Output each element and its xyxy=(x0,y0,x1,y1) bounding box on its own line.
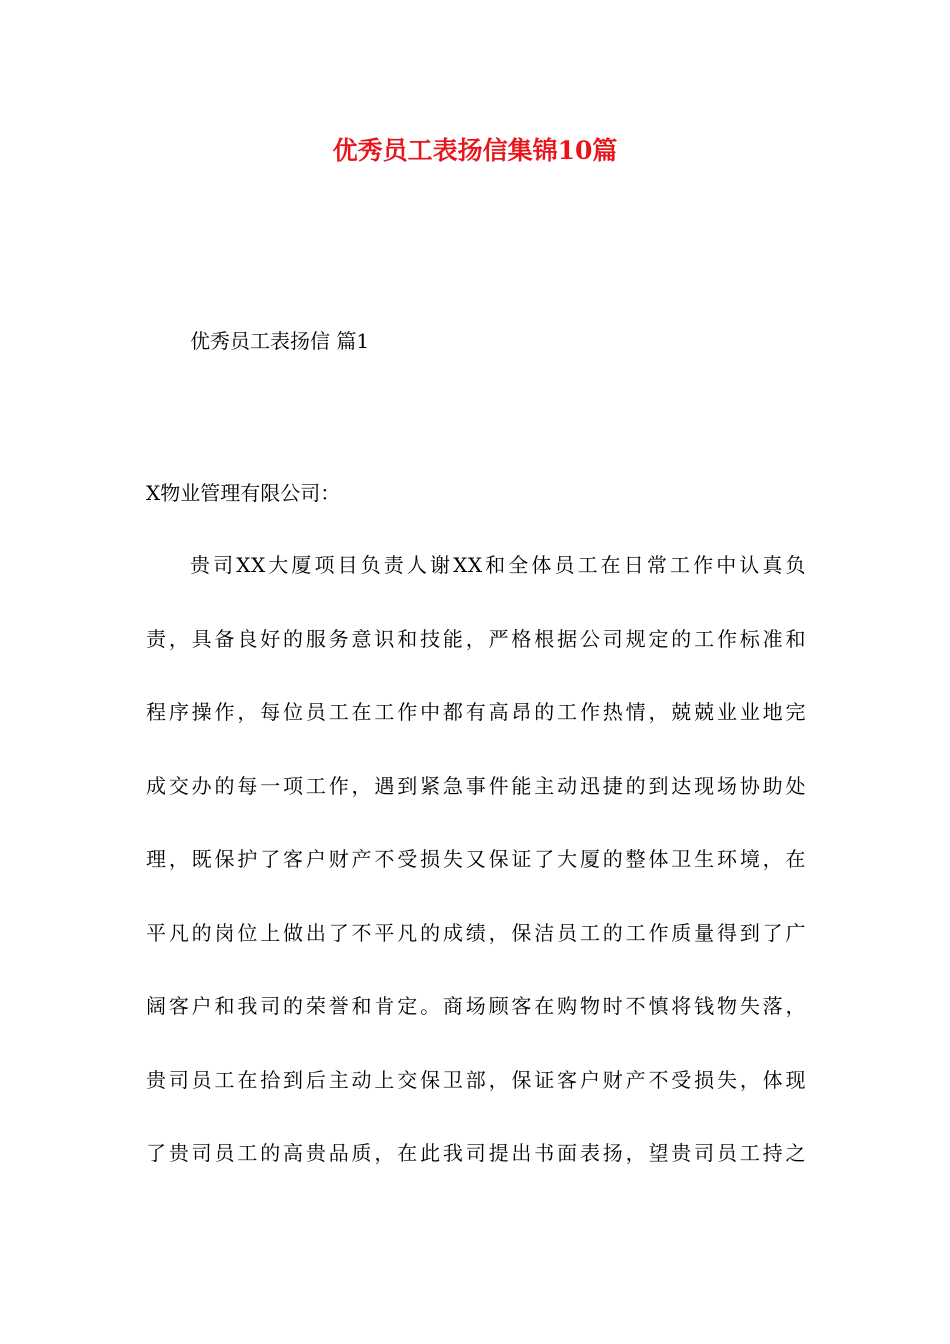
body-line: 理，既保护了客户财产不受损失又保证了大厦的整体卫生环境，在 xyxy=(146,847,806,871)
body-line: 程序操作，每位员工在工作中都有高昂的工作热情，兢兢业业地完 xyxy=(146,700,806,724)
body-line: 贵司员工在拾到后主动上交保卫部，保证客户财产不受损失，体现 xyxy=(146,1067,806,1092)
body-line: 责，具备良好的服务意识和技能，严格根据公司规定的工作标准和 xyxy=(146,626,806,651)
body-line: 平凡的岗位上做出了不平凡的成绩，保洁员工的工作质量得到了广 xyxy=(146,920,806,945)
section-heading: 优秀员工表扬信 篇1 xyxy=(190,329,370,353)
letter-body xyxy=(146,549,806,1211)
body-line: 成交办的每一项工作，遇到紧急事件能主动迅捷的到达现场协助处 xyxy=(146,773,806,798)
body-line: 阔客户和我司的荣誉和肯定。商场顾客在购物时不慎将钱物失落， xyxy=(146,994,806,1018)
body-line: 了贵司员工的高贵品质，在此我司提出书面表扬，望贵司员工持之 xyxy=(146,1141,806,1165)
body-line: 贵司XX大厦项目负责人谢XX和全体员工在日常工作中认真负 xyxy=(190,553,806,577)
document-title: 优秀员工表扬信集锦10篇 xyxy=(332,136,618,165)
salutation: X物业管理有限公司： xyxy=(146,481,341,505)
